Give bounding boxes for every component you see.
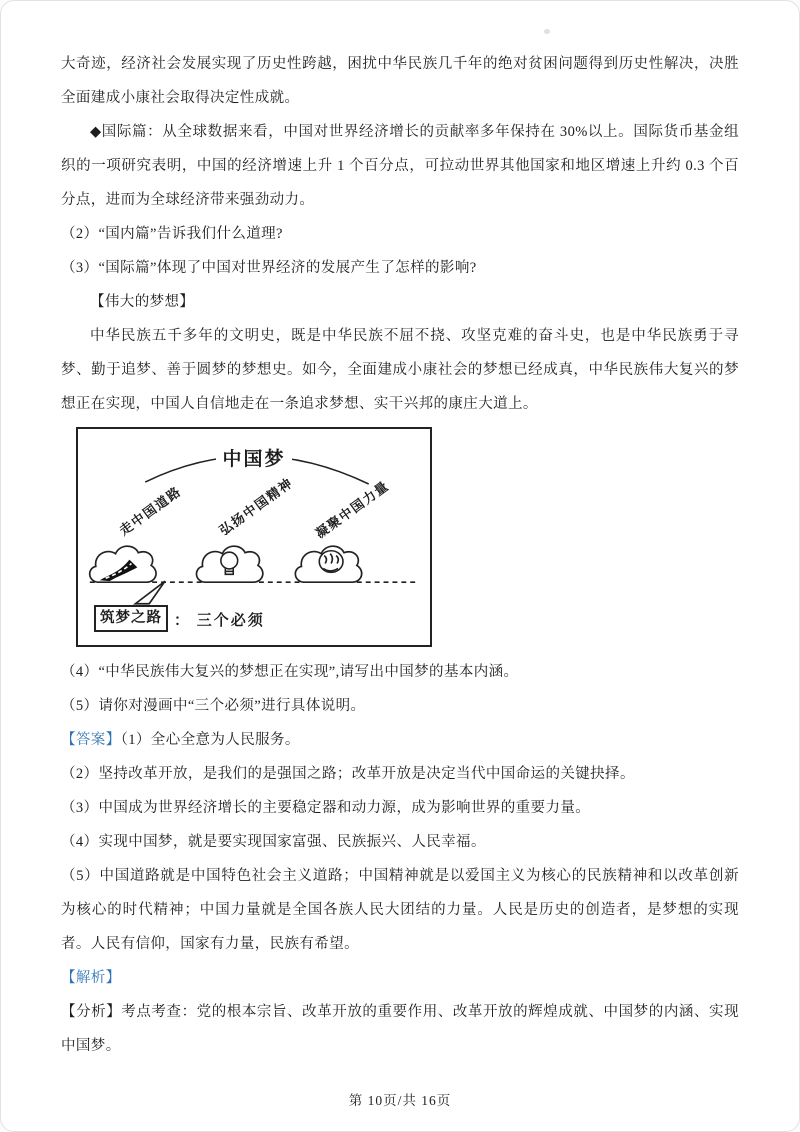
paragraph-domestic-tail: 大奇迹，经济社会发展实现了历史性跨越，困扰中华民族几千年的绝对贫困问题得到历史性解决，决胜全面建成小康社会取得决定性成就。 <box>61 56 739 106</box>
bubble-box: 筑梦之路 <box>94 605 168 632</box>
question-2: （2）“国内篇”告诉我们什么道理? <box>61 226 283 242</box>
answer-1: （1）全心全意为人民服务。 <box>120 732 300 748</box>
cloud-spirit <box>196 546 262 582</box>
answer-line-1 <box>61 723 739 757</box>
cloud-strength <box>295 546 361 582</box>
analysis-tag: 【解析】 <box>61 970 121 986</box>
paragraph-dream: 中华民族五千多年的文明史，既是中华民族不屈不挠、攻坚克难的奋斗史，也是中华民族勇于寻梦、勤于追梦、善于圆梦的梦想史。如今，全面建成小康社会的梦想已经成真，中华民族伟大复兴的梦想正在实现，中国人自信地走在一条追求梦想、实干兴邦的康庄大道上。 <box>61 328 739 412</box>
answer-2: （2）坚持改革开放，是我们的是强国之路；改革开放是决定当代中国命运的关键抉择。 <box>61 766 635 782</box>
china-dream-cartoon <box>76 427 432 647</box>
answer-4: （4）实现中国梦，就是要实现国家富强、民族振兴、人民幸福。 <box>61 834 486 850</box>
cloud-road <box>90 546 156 582</box>
cloud-label-road: 走中国道路 <box>116 483 185 539</box>
answer-3: （3）中国成为世界经济增长的主要稳定器和动力源，成为影响世界的重要力量。 <box>61 800 591 816</box>
question-3: （3）“国际篇”体现了中国对世界经济的发展产生了怎样的影响? <box>61 260 477 276</box>
section-header-dream: 【伟大的梦想】 <box>90 294 195 310</box>
analysis-note: 【分析】考点考查：党的根本宗旨、改革开放的重要作用、改革开放的辉煌成就、中国梦的内涵、实现中国梦。 <box>61 1004 739 1054</box>
bubble-suffix: ： 三个必须 <box>174 613 265 629</box>
cartoon-title: 中国梦 <box>216 444 291 471</box>
page-number: 第 10页/共 16页 <box>348 1093 452 1108</box>
question-5: （5）请你对漫画中“三个必须”进行具体说明。 <box>61 698 366 714</box>
paragraph-international: ◆国际篇：从全球数据来看，中国对世界经济增长的贡献率多年保持在 30%以上。国际货币基金组织的一项研究表明，中国的经济增速上升 1 个百分点，可拉动世界其他国家和地区增速上升约 0.3 个百分点，进而为全球经济带来强劲动力。 <box>61 124 739 208</box>
question-4: （4）“中华民族伟大复兴的梦想正在实现”,请写出中国梦的基本内涵。 <box>61 664 519 680</box>
cloud-label-strength: 凝聚中国力量 <box>312 477 392 542</box>
answer-tag: 【答案】 <box>61 732 121 748</box>
bubble-tail <box>135 581 165 604</box>
scan-speck <box>544 29 550 34</box>
cloud-label-spirit: 弘扬中国精神 <box>216 474 296 539</box>
answer-5: （5）中国道路就是中国特色社会主义道路；中国精神就是以爱国主义为核心的民族精神和以改革创新为核心的时代精神；中国力量就是全国各族人民大团结的力量。人民是历史的创造者，是梦想的实现者。人民有信仰，国家有力量，民族有希望。 <box>61 868 739 952</box>
